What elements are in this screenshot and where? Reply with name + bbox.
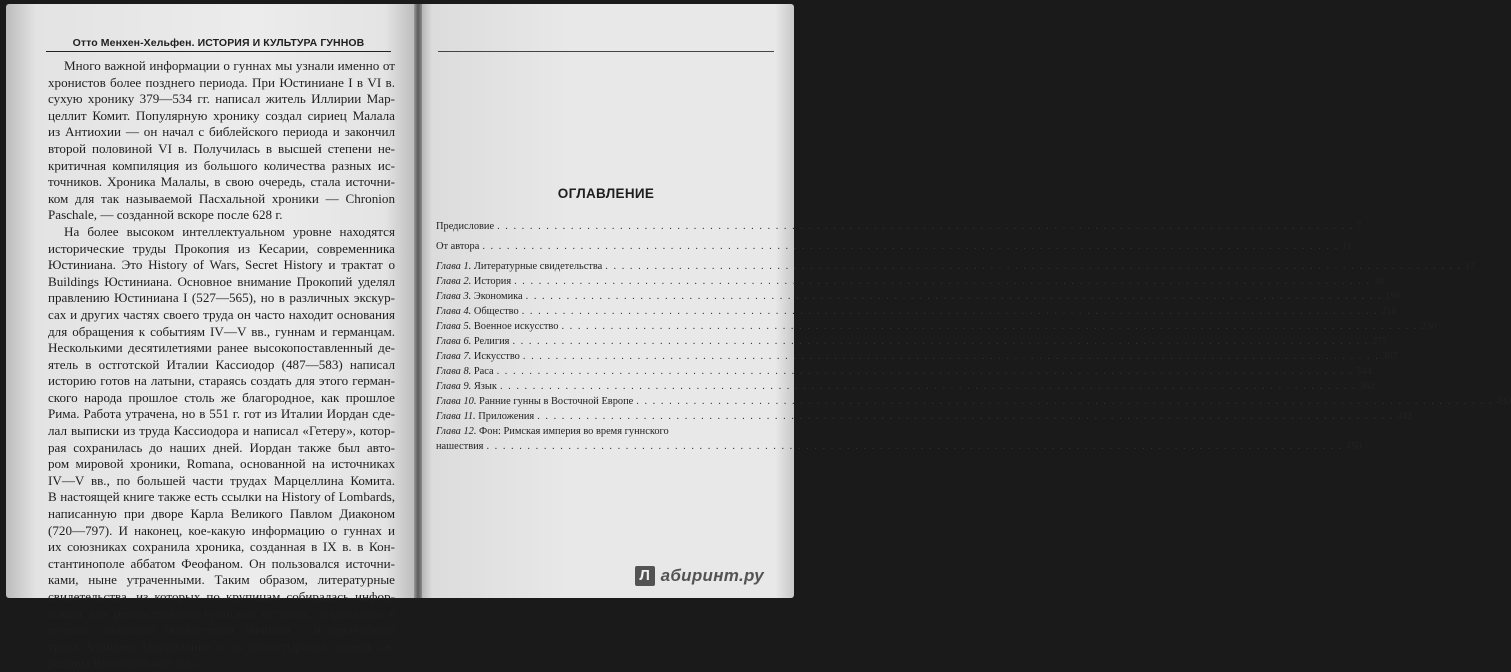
toc-entry — [436, 289, 1401, 304]
toc-entry-label — [436, 259, 602, 274]
toc-chapter-number: Глава 11. — [436, 411, 476, 422]
toc-entry — [436, 239, 1352, 254]
right-page — [418, 4, 1511, 598]
toc-chapter-title-continued: нашествия — [436, 441, 484, 452]
toc-chapter-number: Глава 7. — [436, 351, 472, 362]
text-line: ром мировой хроники, Romana, основанной на источниках — [48, 456, 395, 472]
text-line: сах и других частях своего труда он часто находит основания — [48, 306, 395, 322]
toc-chapter-title: Литературные свидетельства — [473, 261, 603, 272]
toc-page-number: 362 — [1359, 381, 1375, 392]
toc-entry-continued — [436, 439, 1362, 454]
text-line: из Антиохии — он начал с библейского периода и закончил — [48, 124, 395, 140]
toc-entry-label — [436, 409, 534, 424]
text-line: мация для реконструкции гуннской истории, создавалась в — [48, 605, 395, 621]
text-line: В настоящей книге также есть ссылки на History of Lombards, — [48, 489, 395, 505]
toc-chapter-title: Искусство — [473, 351, 520, 362]
toc-chapter-number: Глава 6. — [436, 336, 472, 347]
text-line: для обращения к событиям IV—V вв., гуннам и германцам. — [48, 323, 395, 339]
running-head: Отто Менхен-Хельфен. ИСТОРИЯ И КУЛЬТУРА ГУННОВ — [72, 37, 365, 49]
toc-entry — [436, 319, 1437, 334]
toc-chapter-number: Глава 10. — [436, 396, 477, 407]
toc-leader-dots — [497, 364, 1353, 379]
toc-leader-dots — [561, 319, 1417, 334]
labirint-logo-icon: Л — [635, 566, 655, 586]
text-line: свидетельства, из которых по крупицам собиралась инфор- — [48, 589, 395, 604]
toc-entry-label — [436, 394, 633, 409]
toc-entry-label — [436, 364, 494, 379]
text-line: историю готов на латыни, стараясь создать для этого герман- — [48, 373, 395, 389]
toc-chapter-title: От автора — [436, 241, 480, 252]
text-line: Paschale, — созданной вскоре после 628 г. — [48, 207, 283, 223]
watermark-text: абиринт.ру — [660, 566, 764, 585]
toc-page-number: 7 — [1356, 221, 1362, 232]
text-line: течение половины тысячелетия, начиная с исторического — [48, 622, 395, 638]
toc-page-number: 36 — [1373, 276, 1384, 287]
toc-chapter-number: Глава 3. — [436, 291, 472, 302]
toc-leader-dots — [537, 409, 1393, 424]
toc-chapter-number: Глава 9. — [436, 381, 472, 392]
toc-entry-label — [436, 239, 479, 254]
book-gutter — [414, 4, 422, 598]
toc-leader-dots — [522, 304, 1378, 319]
text-line: ком для так называемой Пасхальной хроники — Chronion — [48, 190, 395, 206]
toc-entry — [436, 349, 1398, 364]
text-line: критичная компиляция из большого количества разных ис- — [48, 157, 395, 173]
text-line: целлит Комит. Популярную хронику создал сириец Малала — [48, 107, 395, 123]
text-line: Юстиниана. Это History of Wars, Secret History и трактат о — [48, 257, 395, 273]
toc-page-number: 344 — [1356, 366, 1372, 377]
toc-page-number: 230 — [1420, 321, 1437, 332]
toc-page-number: 450 — [1345, 441, 1362, 452]
toc-chapter-number: Глава 8. — [436, 366, 472, 377]
toc-leader-dots — [523, 349, 1379, 364]
toc-chapter-title: Фон: Римская империя во время гуннского — [479, 426, 669, 437]
text-line: На более высоком интеллектуальном уровне находятся — [64, 223, 395, 239]
toc-chapter-title: Приложения — [478, 411, 535, 422]
toc-chapter-title: Религия — [473, 336, 510, 347]
text-line: ками, ныне утраченными. Таким образом, литературные — [48, 572, 395, 588]
text-line: рая сохранилась до наших дней. Иордан также был авто- — [48, 439, 395, 455]
toc-chapter-number: Глава 5. — [436, 321, 472, 332]
toc-chapter-title: Ранние гунны в Восточной Европе — [479, 396, 634, 407]
toc-entry-label — [436, 424, 669, 439]
toc-entry — [436, 334, 1388, 349]
text-line: хронистов более позднего периода. При Юстиниане I в VI в. — [48, 74, 395, 90]
toc-page-number: 17 — [1464, 261, 1476, 272]
toc-leader-dots — [500, 379, 1356, 394]
labirint-watermark — [635, 566, 764, 586]
toc-entry — [436, 259, 1476, 274]
text-line: правлению Юстиниана I (527—565), но в различных экскур- — [48, 290, 395, 306]
text-line: написанную при дворе Карла Великого Павлом Диаконом — [48, 506, 395, 522]
text-line: точников. Хроника Малалы, в свою очередь, стала источни- — [48, 174, 395, 190]
text-line: Несколькими десятилетиями ранее высокопоставленный де- — [48, 340, 395, 356]
header-rule — [46, 51, 391, 52]
toc-page-number: 442 — [1396, 411, 1413, 422]
toc-chapter-number: Глава 1. — [436, 261, 472, 272]
toc-chapter-number: Глава 12. — [436, 426, 477, 437]
text-line: ятель в остготской Италии Кассиодор (487—583) написал — [48, 356, 395, 372]
text-line: труда Аммиана Марцеллина и до монастырских хроник се- — [48, 638, 395, 654]
toc-chapter-title: Раса — [473, 366, 494, 377]
toc-entry-label — [436, 274, 511, 289]
toc-leader-dots — [482, 239, 1338, 254]
toc-entry — [436, 409, 1413, 424]
toc-entry — [436, 379, 1375, 394]
toc-chapter-title: Экономика — [473, 291, 523, 302]
text-line: исторические труды Прокопия из Кесарии, современника — [48, 240, 395, 256]
text-line: Много важной информации о гуннах мы узнали именно от — [64, 58, 395, 73]
text-line: их союзниках сохранила хроника, созданная в IX в. в Кон- — [48, 539, 395, 555]
toc-entry-label — [436, 219, 494, 234]
body-text — [48, 58, 395, 672]
toc-entry — [436, 394, 1511, 409]
text-line: стантинополе аббатом Феофаном. Он пользовался источни- — [48, 555, 395, 571]
toc-leader-dots — [636, 394, 1492, 409]
toc-chapter-title: Предисловие — [436, 221, 495, 232]
text-line: Buildings Юстиниана. Основное внимание Прокопий уделял — [48, 273, 395, 289]
toc-entry-label — [436, 379, 497, 394]
toc-entry-label — [436, 304, 519, 319]
text-line: IV—V вв., по большей части трудах Марцеллина Комита. — [48, 472, 395, 488]
header-rule — [438, 51, 774, 52]
text-line: второй половиной VI в. Получилась в высшей степени не- — [48, 140, 395, 156]
text-line: лал выписки из труда Кассиодора и написал «Гетеру», котор- — [48, 423, 395, 439]
toc-entry — [436, 274, 1384, 289]
text-line: ского народа прошлое столь же благородное, как прошлое — [48, 389, 395, 405]
toc-page-number: 196 — [1385, 291, 1401, 302]
toc-chapter-number: Глава 2. — [436, 276, 472, 287]
toc-entry-label — [436, 349, 520, 364]
toc-page-number: 218 — [1381, 306, 1397, 317]
toc-entry — [436, 364, 1372, 379]
left-page — [6, 4, 418, 671]
toc-chapter-title: Язык — [473, 381, 497, 392]
toc-entry — [436, 424, 774, 439]
toc-page-number: 11 — [1341, 241, 1352, 252]
toc-entry-label — [436, 334, 509, 349]
toc-chapter-title: Общество — [473, 306, 519, 317]
text-line: редины Византийской эры. — [48, 655, 199, 671]
table-of-contents — [436, 214, 1511, 454]
toc-chapter-title: История — [473, 276, 512, 287]
toc-page-number: 307 — [1382, 351, 1398, 362]
toc-entry-label — [436, 319, 558, 334]
toc-leader-dots — [526, 289, 1382, 304]
toc-title: ОГЛАВЛЕНИЕ — [557, 186, 655, 201]
toc-entry — [436, 219, 1362, 234]
toc-leader-dots — [486, 439, 1342, 454]
toc-chapter-number: Глава 4. — [436, 306, 472, 317]
toc-entry — [436, 304, 1397, 319]
text-line: сухую хронику 379—534 гг. написал житель Иллирии Мар- — [48, 91, 395, 107]
toc-leader-dots — [514, 274, 1370, 289]
toc-page-number: 275 — [1371, 336, 1388, 347]
toc-chapter-title: Военное искусство — [473, 321, 559, 332]
text-line: (720—797). И наконец, кое-какую информацию о гуннах и — [48, 522, 395, 538]
text-line: Рима. Работа утрачена, но в 551 г. гот из Италии Иордан сде- — [48, 406, 395, 422]
toc-leader-dots — [497, 219, 1353, 234]
toc-leader-dots — [605, 259, 1461, 274]
toc-entry-label — [436, 289, 523, 304]
toc-leader-dots — [512, 334, 1368, 349]
toc-page-number: 430 — [1495, 396, 1511, 407]
